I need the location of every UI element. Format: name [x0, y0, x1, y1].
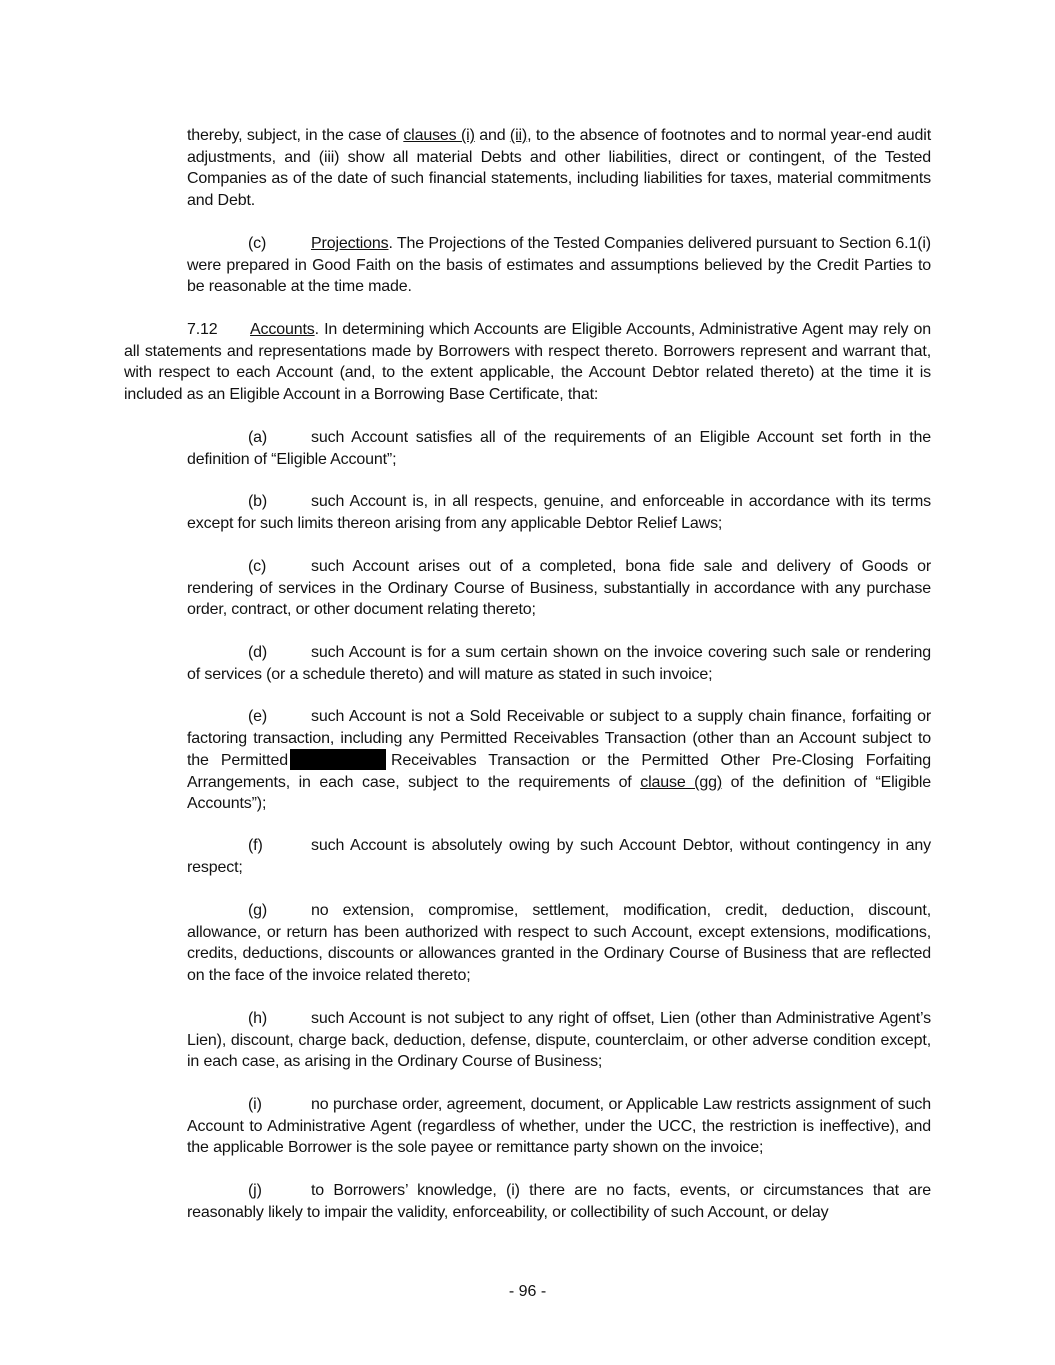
item-text-3: of the definition of “Eligible Accounts”); — [187, 773, 932, 813]
clauses-i-ref: clauses (i) — [403, 127, 475, 144]
item-marker: (h) — [248, 1010, 268, 1027]
intro-text-3: , to the absence of footnotes and to normal year-end audit adjustments, and (iii) show all material Debts and other liabilities, direct or contingent, of the Tested Companies as of the date of such financial statements, including liabilities for taxes, material commitments and Debt. — [187, 127, 931, 209]
section-7-12-accounts — [124, 319, 931, 405]
item-text-2: Receivables Transaction or the Permitted Other Pre-Closing Forfaiting Arrangements, in each case, subject to the requirements of — [187, 752, 931, 791]
item-c — [187, 556, 931, 621]
intro-paragraph — [187, 125, 931, 211]
clauses-ii-ref: (ii) — [509, 127, 528, 144]
item-text: such Account arises out of a completed, bona fide sale and delivery of Goods or rendering of services in the Ordinary Course of Business, substantially in accordance with any purchase order, contract, or other document relating thereto; — [187, 558, 931, 619]
item-f — [187, 835, 931, 878]
item-marker: (e) — [248, 708, 268, 725]
item-e — [187, 706, 931, 815]
section-marker: (c) — [248, 235, 267, 252]
item-marker: (j) — [248, 1182, 262, 1199]
item-text: such Account is absolutely owing by such Account Debtor, without contingency in any respect; — [187, 837, 931, 876]
item-marker: (a) — [248, 429, 268, 446]
item-j — [187, 1180, 931, 1223]
item-i — [187, 1094, 931, 1159]
section-heading: Accounts — [250, 321, 315, 338]
intro-text-2: and — [474, 127, 510, 144]
item-d — [187, 642, 931, 685]
page-number: - 96 - — [508, 1283, 547, 1300]
item-text: such Account is, in all respects, genuine, and enforceable in accordance with its terms except for such limits thereon arising from any applicable Debtor Relief Laws; — [187, 493, 931, 532]
item-text: such Account satisfies all of the requirements of an Eligible Account set forth in the definition of “Eligible Account”; — [187, 429, 931, 468]
item-h — [187, 1008, 931, 1073]
item-marker: (d) — [248, 644, 268, 661]
item-marker: (b) — [248, 493, 268, 510]
intro-text-1: thereby, subject, in the case of — [187, 127, 404, 144]
item-marker: (g) — [248, 902, 268, 919]
item-text: such Account is for a sum certain shown on the invoice covering such sale or rendering of services (or a schedule thereto) and will mature as stated in such invoice; — [187, 644, 931, 683]
section-heading: Projections — [311, 235, 389, 252]
item-text: no extension, compromise, settlement, modification, credit, deduction, discount, allowance, or return has been authorized with respect to such Account, except extensions, modifications, credits, deductions, discounts or allowances granted in the Ordinary Course of Business that are reflected on the face of the invoice related thereto; — [187, 902, 931, 984]
item-text: such Account is not subject to any right of offset, Lien (other than Administrative Agent’s Lien), discount, charge back, deduction, defense, dispute, counterclaim, or other adverse condition except, in each case, as arising in the Ordinary Course of Business; — [187, 1010, 931, 1071]
item-text-1: such Account is not a Sold Receivable or subject to a supply chain finance, forfaiting or factoring transaction, including any Permitted Receivables Transaction (other than an Account subject to the Permitted — [187, 708, 931, 770]
item-marker: (i) — [248, 1096, 262, 1113]
item-b — [187, 491, 931, 534]
item-g — [187, 900, 931, 986]
section-text: . In determining which Accounts are Eligible Accounts, Administrative Agent may rely on all statements and representations made by Borrowers with respect thereto. Borrowers represent and warrant that, with respect to each Account (and, to the extent applicable, the Account Debtor related thereto) at the time it is included as an Eligible Account in a Borrowing Base Certificate, that: — [124, 321, 931, 403]
section-text: . The Projections of the Tested Companies delivered pursuant to Section 6.1(i) were prepared in Good Faith on the basis of estimates and assumptions believed by the Credit Parties to be reasonable at the time made. — [187, 235, 931, 296]
section-c-projections — [187, 233, 931, 298]
redaction-block — [290, 749, 386, 770]
item-text: to Borrowers’ knowledge, (i) there are no facts, events, or circumstances that are reasonably likely to impair the validity, enforceability, or collectibility of such Account, or delay — [187, 1182, 931, 1221]
item-marker: (f) — [248, 837, 263, 854]
clause-gg-ref: clause (gg) — [640, 773, 723, 791]
item-marker: (c) — [248, 558, 267, 575]
item-text: no purchase order, agreement, document, or Applicable Law restricts assignment of such Account to Administrative Agent (regardless of whether, under the UCC, the restriction is ineffective), and the applicable Borrower is the sole payee or remittance party shown on the invoice; — [187, 1096, 931, 1157]
section-number: 7.12 — [187, 321, 218, 338]
item-a — [187, 427, 931, 470]
